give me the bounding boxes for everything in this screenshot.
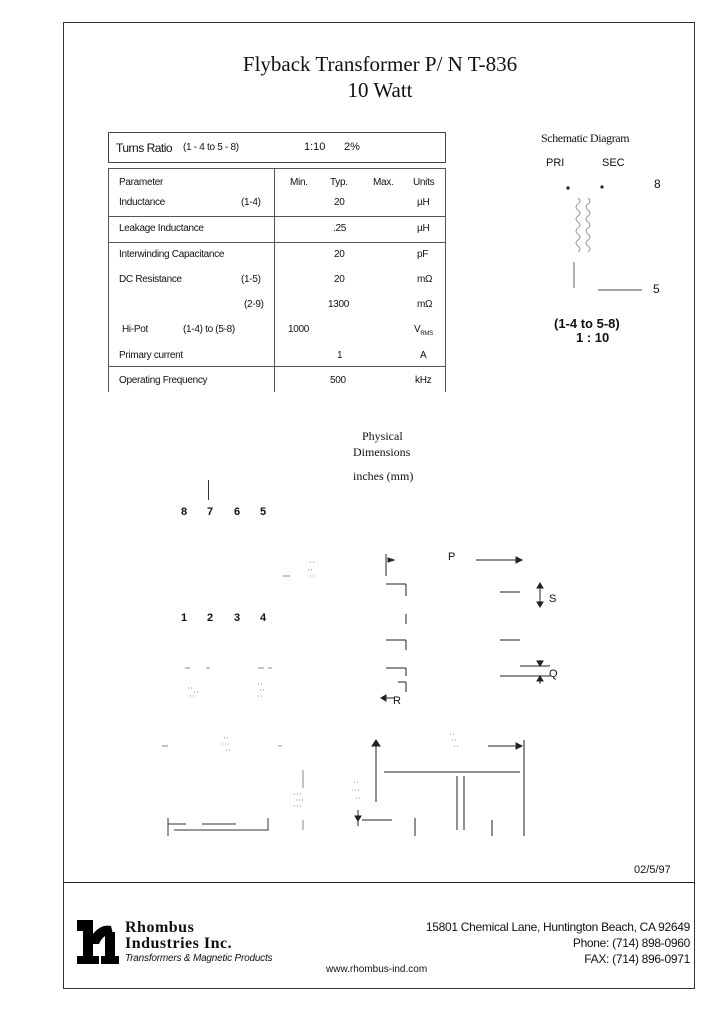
schematic-pri-label: PRI	[546, 157, 565, 169]
table-row-param: Interwinding Capacitance	[119, 249, 225, 260]
header-max: Max.	[373, 177, 394, 188]
table-row-param: Leakage Inductance	[119, 223, 204, 234]
table-row-units: A	[420, 350, 427, 361]
table-row-param: DC Resistance	[119, 274, 182, 285]
doc-subtitle: 10 Watt	[347, 78, 413, 102]
physical-title-1: Physical	[362, 429, 403, 443]
pin-label: 6	[234, 506, 241, 518]
primary-winding-icon	[576, 198, 580, 252]
company-name-line1: Rhombus	[125, 919, 195, 936]
pin-layout-drawing	[150, 540, 330, 840]
table-row-units: kHz	[415, 375, 432, 386]
table-row-typ: 1	[337, 350, 343, 361]
company-phone: Phone: (714) 898-0960	[572, 936, 690, 950]
dim-q-label: Q	[549, 668, 558, 680]
turns-ratio-box	[108, 132, 446, 163]
table-row-units: µH	[417, 197, 430, 208]
physical-units: inches (mm)	[353, 469, 414, 483]
table-row-param: Operating Frequency	[119, 375, 208, 386]
schematic-pin-5: 5	[653, 282, 660, 296]
table-row-typ: 500	[330, 375, 346, 386]
side-view-outline	[168, 818, 268, 836]
table-row-typ: 20	[334, 274, 345, 285]
polarity-dot-primary	[566, 186, 569, 189]
table-row-units: mΩ	[417, 274, 433, 285]
table-row-param: Hi-Pot	[122, 324, 148, 335]
table-row-param: Primary current	[119, 350, 183, 361]
turns-ratio-label: Turns Ratio	[116, 141, 173, 155]
table-row-param: Inductance	[119, 197, 165, 208]
header-typ: Typ.	[330, 177, 348, 188]
dim-r-label: R	[393, 695, 401, 707]
pin-label: 4	[260, 612, 267, 624]
spec-table	[108, 168, 446, 392]
table-row-pins: (2-9)	[244, 299, 264, 310]
pin-label: 5	[260, 506, 267, 518]
schematic-sec-label: SEC	[602, 157, 625, 169]
table-row-units: $V_{RMS}$	[414, 324, 433, 337]
pin-label: 2	[207, 612, 214, 624]
doc-date: 02/5/97	[634, 864, 671, 876]
doc-title: Flyback Transformer P/ N T-836	[242, 52, 518, 76]
pin-label: 7	[207, 506, 214, 518]
polarity-dot-secondary	[600, 185, 603, 188]
pin-label: 1	[181, 612, 188, 624]
dim-p-label: P	[448, 551, 456, 563]
company-website-link[interactable]: www.rhombus-ind.com	[326, 964, 428, 975]
schematic-title: Schematic Diagram	[541, 131, 630, 145]
table-row-min: 1000	[288, 324, 310, 335]
rhombus-logo-icon	[77, 920, 121, 964]
table-row-pins: (1-5)	[241, 274, 261, 285]
schematic-ratio-pins: (1-4 to 5-8)	[554, 316, 620, 331]
turns-ratio-value: 1:10	[304, 141, 326, 153]
table-row-typ: 1300	[328, 299, 350, 310]
turns-ratio-tolerance: 2%	[344, 141, 360, 153]
secondary-winding-icon	[586, 198, 590, 252]
pin-label: 8	[181, 506, 188, 518]
dim-s-label: S	[549, 593, 557, 605]
table-row-pins: (1-4) to (5-8)	[183, 324, 235, 335]
schematic-pin-8: 8	[654, 177, 661, 191]
schematic-diagram	[560, 180, 650, 295]
table-row-typ: 20	[334, 249, 345, 260]
company-fax: FAX: (714) 896-0971	[584, 952, 690, 966]
table-row-typ: 20	[334, 197, 345, 208]
header-min: Min.	[290, 177, 308, 188]
table-row-units: mΩ	[417, 299, 433, 310]
company-name-line2: Industries Inc.	[125, 935, 233, 952]
table-row-typ: .25	[333, 223, 347, 234]
table-row-pins: (1-4)	[241, 197, 261, 208]
company-address: 15801 Chemical Lane, Huntington Beach, CA 92649	[425, 920, 690, 934]
company-tagline: Transformers & Magnetic Products	[125, 953, 273, 964]
dimension-drawing	[340, 540, 590, 840]
physical-title-2: Dimensions	[353, 445, 411, 459]
turns-ratio-pins: (1 - 4 to 5 - 8)	[183, 142, 239, 153]
header-parameter: Parameter	[119, 177, 163, 188]
header-units: Units	[413, 177, 435, 188]
table-row-units: pF	[417, 249, 429, 260]
schematic-ratio: 1 : 10	[576, 330, 610, 345]
pin-label: 3	[234, 612, 241, 624]
table-row-units: µH	[417, 223, 430, 234]
